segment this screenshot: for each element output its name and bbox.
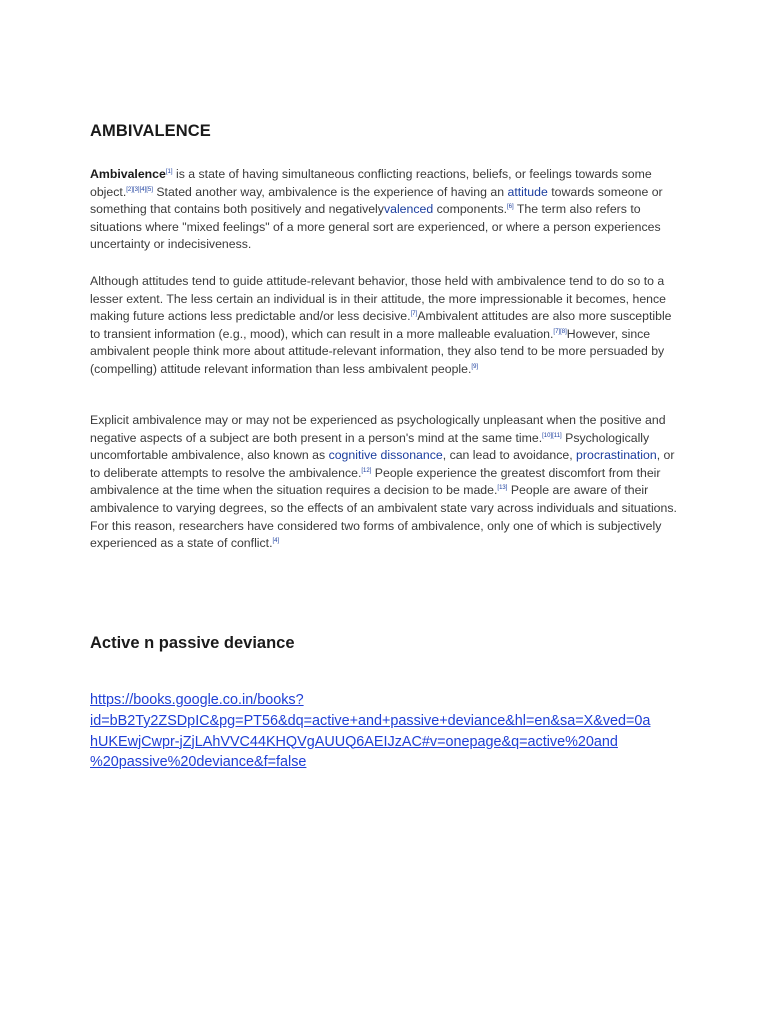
paragraph-3: [90, 412, 680, 553]
text-run: , can lead to avoidance,: [442, 448, 577, 463]
text-run: Ambivalent attitudes are also more susceptible to transient information (e.g., mood), which can result in a more malleable evaluation.: [90, 309, 672, 341]
text-run: , or to deliberate attempts to resolve the ambivalence.: [90, 448, 675, 480]
text-run: Stated another way, ambivalence is the experience of having an: [152, 184, 508, 199]
paragraph-1: [90, 166, 680, 254]
footnote-ref[interactable]: [10][11]: [542, 432, 562, 439]
footnote-ref[interactable]: [7][8]: [553, 328, 567, 335]
link-valenced[interactable]: valenced: [383, 202, 434, 217]
url-line[interactable]: hUKEwjCwpr-jZjLAhVVC44KHQVgAUUQ6AEIJzAC#v=onepage&q=active%20and: [90, 733, 618, 750]
url-line[interactable]: id=bB2Ty2ZSDpIC&pg=PT56&dq=active+and+passive+deviance&hl=en&sa=X&ved=0a: [90, 712, 651, 729]
section-title-deviance: Active n passive deviance: [90, 634, 295, 652]
text-run: However, since ambivalent people think more about attitude-relevant information, they also tend to be more persuaded by (compelling) attitude relevant information than less ambivalent people.: [90, 326, 665, 376]
footnote-ref[interactable]: [6]: [507, 204, 514, 211]
footnote-ref[interactable]: [1]: [165, 169, 173, 175]
footnote-ref[interactable]: [12]: [361, 467, 372, 474]
footnote-ref[interactable]: [4]: [272, 538, 280, 545]
footnote-ref[interactable]: [2][3][4][5]: [126, 186, 153, 193]
link-procrastination[interactable]: procrastination: [576, 448, 657, 463]
text-run: The term also refers to situations where "mixed feelings" of a more general sort are experienced, or where a person experiences uncertainty or indecisiveness.: [90, 202, 661, 252]
footnote-ref[interactable]: [13]: [497, 485, 508, 492]
url-line[interactable]: https://books.google.co.in/books?: [90, 692, 304, 708]
url-line[interactable]: %20passive%20deviance&f=false: [90, 754, 307, 771]
text-run: People experience the greatest discomfort from their ambivalence at the time when the situation requires a decision to be made.: [90, 465, 661, 498]
section-title-ambivalence: AMBIVALENCE: [90, 122, 211, 140]
footnote-ref[interactable]: [9]: [471, 363, 479, 370]
text-run: is a state of having simultaneous conflicting reactions, beliefs, or feelings towards some object.: [90, 167, 652, 199]
google-books-link[interactable]: [90, 690, 690, 773]
text-run: Although attitudes tend to guide attitude-relevant behavior, those held with ambivalence tend to do so to a lesser extent. The less certain an individual is in their attitude, the more impressionable it becomes, hence making future actions less predictable and/or less decisive.: [90, 274, 666, 324]
text-run: towards someone or something that contains both positively and negatively: [90, 184, 663, 217]
text-run: Psychologically uncomfortable ambivalence, also known as: [90, 430, 650, 463]
term-ambivalence: Ambivalence: [90, 167, 166, 181]
paragraph-2: [90, 273, 680, 379]
footnote-ref[interactable]: [7]: [410, 311, 418, 318]
link-attitude[interactable]: attitude: [507, 184, 548, 199]
link-cognitive-dissonance[interactable]: cognitive dissonance: [328, 448, 443, 463]
text-run: components.: [433, 202, 508, 217]
text-run: Explicit ambivalence may or may not be experienced as psychologically unpleasant when the positive and negative aspects of a subject are both present in a person's mind at the same time.: [90, 413, 666, 445]
text-run: People are aware of their ambivalence to varying degrees, so the effects of an ambivalent state vary across individuals and situations. For this reason, researchers have considered two forms of ambivalence, only one of which is subjectively experienced as a state of conflict.: [90, 483, 677, 551]
